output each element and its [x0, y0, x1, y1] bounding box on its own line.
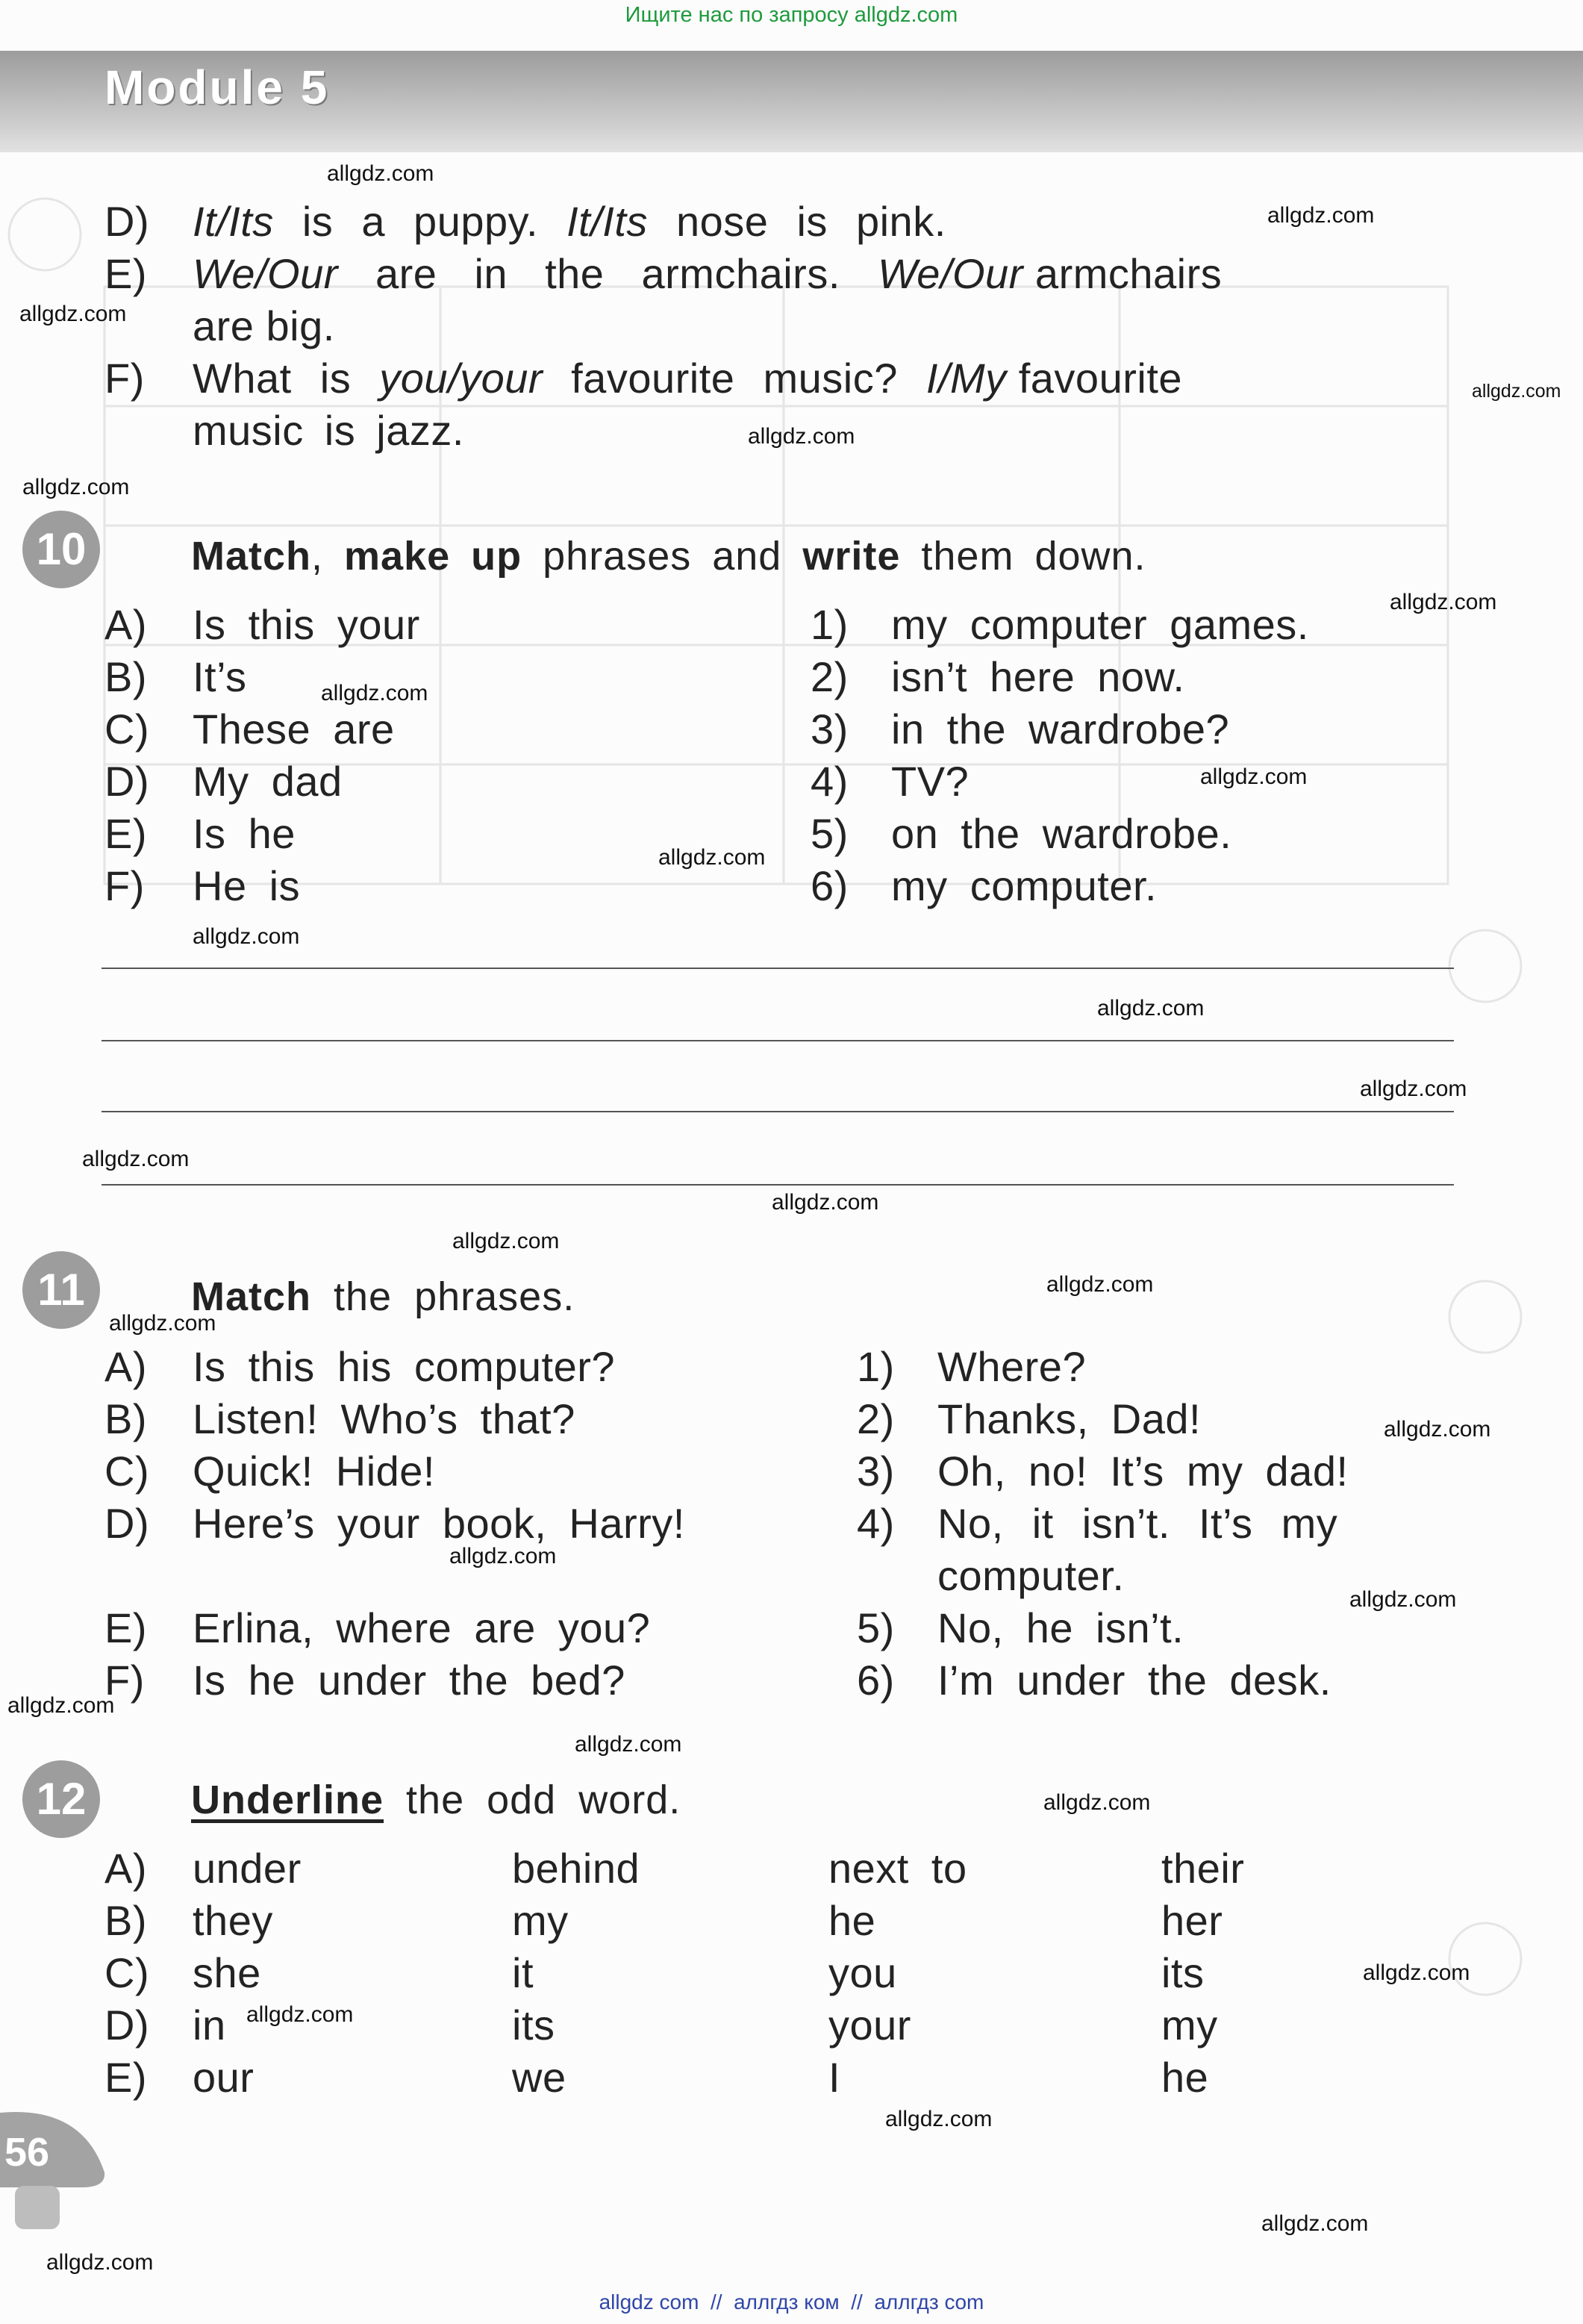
phrase-text: Is he under the bed?: [193, 1657, 625, 1704]
word-option[interactable]: my: [1161, 2001, 1218, 2049]
sentence-text: nose is pink.: [647, 198, 946, 245]
item-letter: C): [104, 1448, 150, 1495]
item-letter: A): [104, 601, 147, 648]
item-letter: F): [104, 862, 145, 909]
watermark: allgdz.com: [449, 1544, 557, 1568]
phrase-text: No, it isn’t. It’s my: [937, 1500, 1338, 1547]
word-option[interactable]: in: [193, 2001, 226, 2049]
phrase-text: Is this your: [193, 601, 420, 648]
ex10-left-d: [104, 756, 343, 808]
ex11-right-2: [857, 1393, 1201, 1445]
instruction-keyword: Underline: [191, 1778, 384, 1822]
item-number: 1): [811, 601, 849, 648]
ex11-left-b: [104, 1393, 575, 1445]
word-option[interactable]: its: [1161, 1949, 1205, 1996]
option-choice: We/Our: [877, 250, 1023, 297]
phrase-text: in the wardrobe?: [891, 705, 1230, 753]
watermark: allgdz.com: [1200, 764, 1308, 789]
item-letter: A): [104, 1343, 147, 1390]
phrase-text: Listen! Who’s that?: [193, 1395, 575, 1442]
word-option[interactable]: we: [512, 2054, 566, 2101]
item-letter: E): [104, 2054, 147, 2101]
item-letter: E): [104, 810, 147, 857]
ex10-left-c: [104, 703, 395, 756]
sentence-text: are in the armchairs.: [337, 250, 878, 297]
watermark: allgdz.com: [82, 1147, 190, 1171]
ex10-left-a: [104, 599, 420, 651]
item-number: 3): [811, 705, 849, 753]
ex11-left-e: [104, 1602, 650, 1654]
sentence-text: favourite: [1006, 355, 1183, 402]
ex11-right-5: [857, 1602, 1184, 1654]
sentence-text: What is: [193, 355, 380, 402]
watermark: allgdz.com: [452, 1229, 560, 1253]
phrase-text: on the wardrobe.: [891, 810, 1232, 857]
ex10-right-1: [811, 599, 1309, 651]
phrase-text: Is this his computer?: [193, 1343, 616, 1390]
watermark: allgdz.com: [658, 845, 766, 870]
sentence-text: are big.: [193, 302, 335, 349]
ex9-item-d: [104, 196, 946, 248]
ex11-left-f: [104, 1654, 625, 1707]
watermark: allgdz.com: [1261, 2211, 1369, 2236]
ex9-item-e-cont: [104, 300, 335, 352]
item-number: 6): [811, 862, 849, 909]
watermark: allgdz.com: [748, 424, 855, 449]
word-option[interactable]: she: [193, 1949, 261, 1996]
option-choice: you/your: [379, 355, 543, 402]
word-option[interactable]: our: [193, 2054, 255, 2101]
watermark: allgdz.com: [7, 1693, 115, 1718]
instruction-text: them down.: [900, 534, 1146, 579]
watermark: allgdz.com: [109, 1311, 216, 1336]
item-number: 2): [857, 1395, 895, 1442]
phrase-text: It’s: [193, 653, 247, 700]
word-option[interactable]: I: [828, 2054, 841, 2101]
instruction-text: phrases and: [522, 534, 803, 579]
exercise-number-10: 10: [22, 511, 100, 588]
bottom-footer-links[interactable]: allgdz com // аллгдз ком // аллгдз com: [599, 2290, 984, 2314]
item-number: 2): [811, 653, 849, 700]
watermark: allgdz.com: [1349, 1587, 1457, 1612]
exercise-10-instruction: [191, 530, 1146, 582]
instruction-keyword: Match: [191, 534, 312, 579]
exercise-11-instruction: [191, 1271, 575, 1323]
phrase-text: computer.: [937, 1552, 1125, 1599]
item-letter: C): [104, 705, 150, 753]
word-option[interactable]: your: [828, 2001, 911, 2049]
exercise-number-11: 11: [22, 1251, 100, 1329]
word-option[interactable]: you: [828, 1949, 897, 1996]
watermark: allgdz.com: [1384, 1417, 1491, 1442]
ex11-right-1: [857, 1341, 1086, 1393]
watermark: allgdz.com: [246, 2002, 354, 2027]
item-letter: D): [104, 1500, 150, 1547]
item-letter: C): [104, 1949, 150, 1996]
word-option[interactable]: they: [193, 1897, 273, 1944]
watermark: allgdz.com: [1267, 203, 1375, 228]
item-number: 3): [857, 1448, 895, 1495]
option-choice: It/Its: [566, 198, 648, 245]
item-letter: B): [104, 1897, 147, 1944]
watermark: allgdz.com: [1363, 1960, 1470, 1985]
ex10-left-b: [104, 651, 247, 703]
watermark: allgdz.com: [327, 161, 434, 186]
watermark: allgdz.com: [772, 1190, 879, 1215]
phrase-text: No, he isn’t.: [937, 1604, 1184, 1651]
ex11-right-3: [857, 1445, 1349, 1498]
option-choice: We/Our: [193, 250, 338, 297]
exercise-12-instruction: [191, 1774, 681, 1826]
sentence-text: music is jazz.: [193, 407, 464, 454]
watermark: allgdz.com: [321, 681, 428, 705]
watermark: allgdz.com: [1046, 1272, 1154, 1297]
instruction-keyword: make up: [344, 534, 522, 579]
top-banner[interactable]: Ищите нас по запросу allgdz.com: [625, 3, 958, 27]
phrase-text: Quick! Hide!: [193, 1448, 435, 1495]
item-number: 5): [811, 810, 849, 857]
ex10-left-f: [104, 860, 300, 912]
watermark: allgdz.com: [1360, 1077, 1467, 1101]
item-letter: F): [104, 355, 145, 402]
watermark: allgdz.com: [1390, 590, 1497, 614]
item-letter: D): [104, 198, 150, 245]
phrase-text: Where?: [937, 1343, 1087, 1390]
option-choice: It/Its: [193, 198, 274, 245]
item-letter: A): [104, 1845, 147, 1892]
ex10-right-4: [811, 756, 969, 808]
watermark: allgdz.com: [885, 2107, 993, 2131]
item-number: 6): [857, 1657, 895, 1704]
watermark: allgdz.com: [575, 1732, 682, 1757]
ex12-row-c: [104, 1947, 1205, 1999]
watermark: allgdz.com: [22, 475, 130, 499]
ex9-item-e: [104, 248, 1455, 300]
option-choice: I/My: [925, 355, 1007, 402]
ex9-item-f: [104, 352, 1182, 405]
item-letter: D): [104, 758, 150, 805]
ex11-left-a: [104, 1341, 615, 1393]
word-option[interactable]: he: [828, 1897, 876, 1944]
item-letter: E): [104, 250, 147, 297]
item-letter: B): [104, 1395, 147, 1442]
ex10-left-e: [104, 808, 296, 860]
item-number: 4): [811, 758, 849, 805]
word-option[interactable]: her: [1161, 1897, 1223, 1944]
phrase-text: Erlina, where are you?: [193, 1604, 651, 1651]
item-letter: B): [104, 653, 147, 700]
ex11-right-4: [857, 1498, 1337, 1550]
word-option[interactable]: under: [193, 1845, 302, 1892]
word-option[interactable]: behind: [512, 1845, 640, 1892]
sentence-text: favourite music?: [543, 355, 926, 402]
exercise-number-12: 12: [22, 1760, 100, 1838]
answer-writing-line[interactable]: [102, 968, 1454, 969]
sentence-text: armchairs: [1022, 250, 1223, 297]
module-title: Module 5: [104, 60, 330, 114]
ex10-right-5: [811, 808, 1231, 860]
ex10-right-6: [811, 860, 1157, 912]
word-option[interactable]: it: [512, 1949, 534, 1996]
watermark: allgdz.com: [1472, 381, 1561, 402]
phrase-text: Here’s your book, Harry!: [193, 1500, 685, 1547]
instruction-text: the phrases.: [311, 1274, 575, 1319]
word-option[interactable]: my: [512, 1897, 569, 1944]
item-number: 5): [857, 1604, 895, 1651]
phrase-text: I’m under the desk.: [937, 1657, 1331, 1704]
watermark: allgdz.com: [1097, 996, 1205, 1021]
ex12-row-b: [104, 1895, 1223, 1947]
word-option[interactable]: their: [1161, 1845, 1245, 1892]
instruction-text: ,: [311, 534, 345, 579]
ex11-left-d: [104, 1498, 685, 1550]
ex12-row-e: [104, 2052, 1209, 2104]
phrase-text: Is he: [193, 810, 296, 857]
phrase-text: These are: [193, 705, 395, 753]
answer-writing-line[interactable]: [102, 1184, 1454, 1186]
phrase-text: isn’t here now.: [891, 653, 1185, 700]
instruction-keyword: Match: [191, 1274, 312, 1319]
watermark: allgdz.com: [1043, 1790, 1151, 1815]
page-number: 56: [4, 2130, 50, 2175]
ex12-row-a: [104, 1842, 1245, 1895]
item-letter: F): [104, 1657, 145, 1704]
ex10-right-2: [811, 651, 1184, 703]
word-option[interactable]: he: [1161, 2054, 1209, 2101]
phrase-text: He is: [193, 862, 301, 909]
ex9-item-f-cont: [104, 405, 464, 457]
instruction-keyword: write: [802, 534, 901, 579]
ex11-left-c: [104, 1445, 435, 1498]
ex11-right-4-cont: [857, 1550, 1124, 1602]
item-letter: D): [104, 2001, 150, 2049]
sentence-text: is a puppy.: [273, 198, 567, 245]
instruction-text: the odd word.: [384, 1778, 681, 1822]
watermark: allgdz.com: [46, 2250, 154, 2275]
phrase-text: My dad: [193, 758, 343, 805]
watermark: allgdz.com: [193, 924, 300, 949]
item-letter: E): [104, 1604, 147, 1651]
phrase-text: Thanks, Dad!: [937, 1395, 1202, 1442]
phrase-text: Oh, no! It’s my dad!: [937, 1448, 1349, 1495]
ex11-right-6: [857, 1654, 1331, 1707]
watermark: allgdz.com: [19, 302, 127, 326]
answer-writing-line[interactable]: [102, 1040, 1454, 1041]
word-option[interactable]: its: [512, 2001, 555, 2049]
answer-writing-line[interactable]: [102, 1111, 1454, 1112]
phrase-text: TV?: [891, 758, 970, 805]
ex10-right-3: [811, 703, 1229, 756]
word-option[interactable]: next to: [828, 1845, 967, 1892]
phrase-text: my computer games.: [891, 601, 1309, 648]
item-number: 4): [857, 1500, 895, 1547]
item-number: 1): [857, 1343, 895, 1390]
phrase-text: my computer.: [891, 862, 1158, 909]
